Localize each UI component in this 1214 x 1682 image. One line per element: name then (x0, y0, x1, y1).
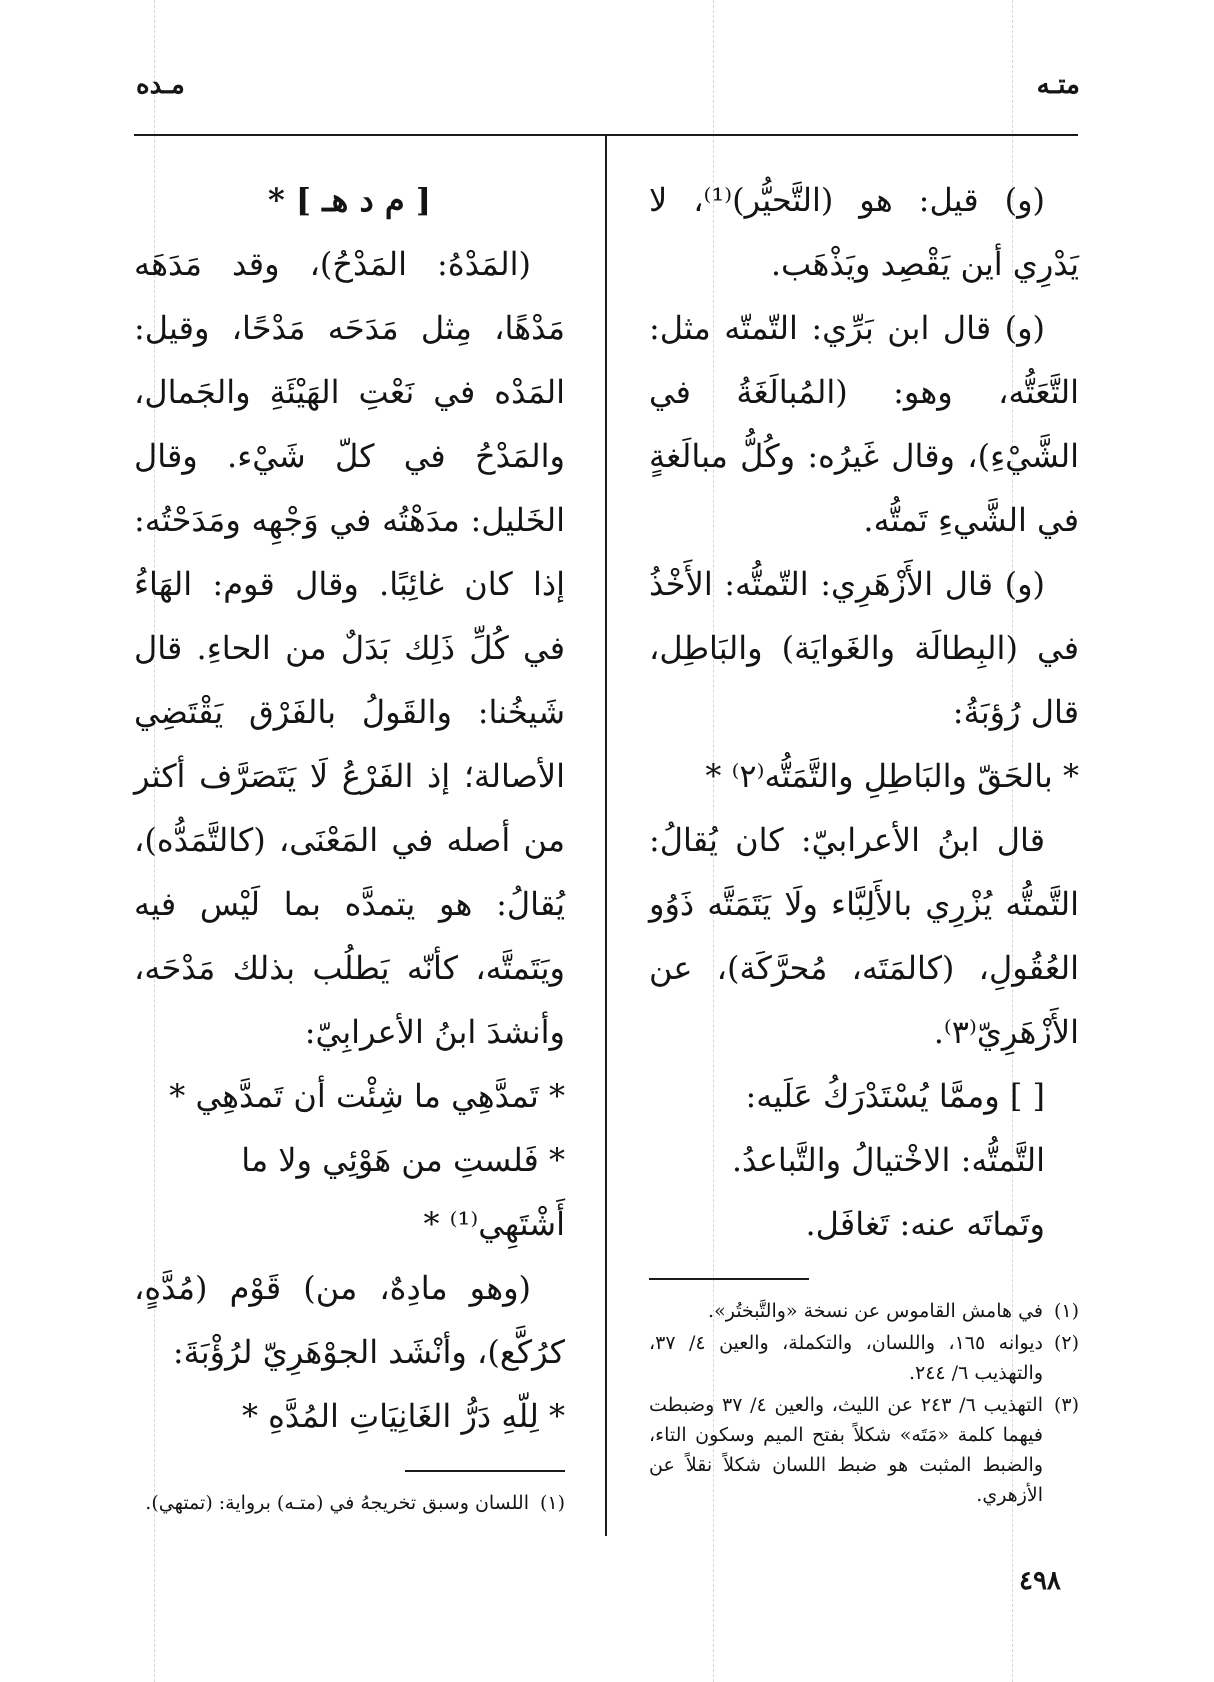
footnote-number: (٢) (1053, 1332, 1079, 1354)
footnote (134, 1488, 565, 1518)
paragraph: (وهو مادِهٌ، من) قَوْم (مُدَّهٍ، كرُكَّع)، وأنْشَد الجوْهَرِيّ لرُؤْبَةَ: (134, 1269, 565, 1371)
paragraph: (و) قال الأَزْهَرِي: التّمتُّه: الأَخْذُ في (البِطالَة والغَوايَة) والبَاطِل، قال رُؤبَةُ: (649, 565, 1079, 731)
verse-line: * فَلستِ من هَوْئِي ولا ما أَشْتَهِي⁽¹⁾ * (241, 1141, 565, 1243)
footnote-rule (405, 1470, 565, 1472)
verse-line: * لِلّهِ دَرُّ الغَانِيَاتِ المُدَّهِ * (241, 1397, 565, 1435)
footnotes (649, 1296, 1079, 1510)
addendum-heading: [ ] وممَّا يُسْتَدْرَكُ عَلَيه: (745, 1077, 1045, 1115)
column-divider (605, 136, 607, 1536)
right-column (649, 168, 1079, 1512)
footnotes (134, 1488, 565, 1518)
footnote-text: اللسان وسبق تخريجهُ في (متـه) برواية: (تمتهي). (145, 1492, 529, 1514)
addendum-line: وتَماتَه عنه: تَغافَل. (805, 1205, 1045, 1243)
footnote (649, 1390, 1079, 1510)
running-head-right: متـه (1036, 70, 1080, 100)
footnote (649, 1296, 1079, 1326)
paragraph: قال ابنُ الأعرابيّ: كان يُقالُ: التَّمتُّه يُزْرِي بالأَلِبَّاء ولَا يَتَمَتَّه ذَوُو العُقُولِ، (كالمَتَه، مُحرَّكَة)، عن الأَزْهَرِيّ⁽٣⁾. (649, 821, 1079, 1051)
addendum (649, 1064, 1079, 1256)
paragraph: (المَدْهُ: المَدْحُ)، وقد مَدَهَه مَدْهًا، مِثل مَدَحَه مَدْحًا، وقيل: المَدْه في نَعْتِ الهَيْئَةِ والجَمال، والمَدْحُ في كلّ شَيْء. وقال الخَليل: مدَهْتُه في وَجْهِه ومَدَحْتُه: إذا كان غائِبًا. وقال قوم: الهَاءُ في كُلِّ ذَلِك بَدَلٌ من الحاءِ. قال شَيخُنا: والقَولُ بالفَرْق يَقْتَضِي الأصالة؛ إذ الفَرْعُ لَا يَتَصَرَّف أكثر من أصله في المَعْنَى، (كالتَّمَدُّه)، يُقالُ: هو يتمدَّه بما لَيْس فيه ويَتَمتَّه، كأنّه يَطلُب بذلك مَدْحَه، وأنشدَ ابنُ الأعرابِيّ: (134, 245, 565, 1051)
left-column (134, 168, 565, 1520)
footnote-text: التهذيب ٦/ ٢٤٣ عن الليث، والعين ٤/ ٣٧ وضبطت فيهما كلمة «مَتَه» شكلاً بفتح الميم وسكون التاء، والضبط المثبت هو ضبط اللسان شكلاً نقلاً عن الأزهري. (649, 1394, 1043, 1506)
footnote-number: (٣) (1053, 1394, 1079, 1416)
verse-line: * تَمدَّهِي ما شِئْت أن تَمدَّهِي * (169, 1077, 565, 1115)
addendum-line: التَّمتُّه: الاخْتيالُ والتَّباعدُ. (731, 1141, 1045, 1179)
verse-line: * بالحَقّ والبَاطِلِ والتَّمَتُّه⁽٢⁾ * (705, 757, 1079, 795)
footnote-rule (649, 1278, 809, 1280)
footnote-text: ديوانه ١٦٥، واللسان، والتكملة، والعين ٤/ ٣٧، والتهذيب ٦/ ٢٤٤. (649, 1332, 1043, 1384)
footnote-number: (١) (1053, 1300, 1079, 1322)
footnote-number: (١) (539, 1492, 565, 1514)
entry-title: [ م د هـ ] * (267, 181, 432, 219)
paragraph: (و) قال ابن بَرِّي: التّمتّه مثل: التَّعَتُّه، وهو: (المُبالَغَةُ في الشَّيْءِ)، وقال غَيرُه: وكُلُّ مبالَغةٍ في الشَّيءِ تَمتُّه. (649, 309, 1079, 539)
footnote-text: في هامش القاموس عن نسخة «والتَّبختُر». (708, 1300, 1043, 1322)
page-number: ٤٩٨ (1019, 1566, 1061, 1596)
paragraph: (و) قيل: هو (التَّحيُّر)⁽¹⁾، لا يَدْرِي أين يَقْصِد ويَذْهَب. (649, 181, 1079, 283)
footnote (649, 1328, 1079, 1388)
running-head-left: مـده (136, 70, 185, 100)
